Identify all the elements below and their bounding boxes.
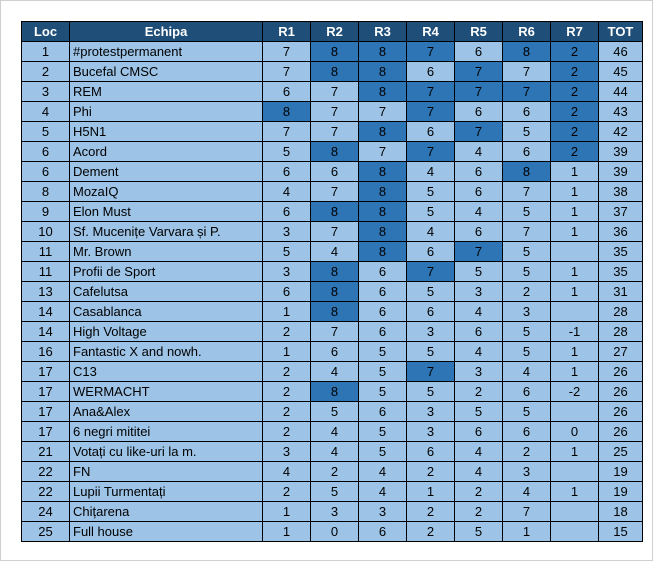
loc-cell: 8	[22, 182, 70, 202]
round-cell-r6: 3	[503, 302, 551, 322]
round-cell-r1: 7	[263, 42, 311, 62]
round-cell-r5: 7	[455, 82, 503, 102]
round-cell-r3: 5	[359, 442, 407, 462]
total-cell: 37	[599, 202, 643, 222]
team-cell: High Voltage	[70, 322, 263, 342]
round-cell-r4: 7	[407, 362, 455, 382]
team-cell: 6 negri mititei	[70, 422, 263, 442]
round-cell-r4: 2	[407, 522, 455, 542]
round-cell-r7: -2	[551, 382, 599, 402]
round-cell-r4: 5	[407, 382, 455, 402]
round-cell-r3: 8	[359, 62, 407, 82]
round-cell-r6: 5	[503, 322, 551, 342]
table-row	[22, 522, 643, 542]
round-cell-r5: 6	[455, 322, 503, 342]
round-cell-r1: 2	[263, 402, 311, 422]
team-cell: Mr. Brown	[70, 242, 263, 262]
round-cell-r3: 8	[359, 182, 407, 202]
round-cell-r4: 5	[407, 342, 455, 362]
round-cell-r6: 7	[503, 182, 551, 202]
round-cell-r4: 7	[407, 42, 455, 62]
header-tot: TOT	[599, 22, 643, 42]
header-r6: R6	[503, 22, 551, 42]
team-cell: #protestpermanent	[70, 42, 263, 62]
round-cell-r6: 6	[503, 142, 551, 162]
round-cell-r5: 6	[455, 222, 503, 242]
round-cell-r6: 8	[503, 162, 551, 182]
table-row	[22, 142, 643, 162]
round-cell-r6: 5	[503, 202, 551, 222]
loc-cell: 11	[22, 262, 70, 282]
round-cell-r3: 7	[359, 102, 407, 122]
table-row	[22, 102, 643, 122]
team-cell: Dement	[70, 162, 263, 182]
total-cell: 19	[599, 462, 643, 482]
round-cell-r2: 4	[311, 422, 359, 442]
round-cell-r1: 1	[263, 502, 311, 522]
round-cell-r1: 6	[263, 82, 311, 102]
round-cell-r1: 6	[263, 162, 311, 182]
loc-cell: 24	[22, 502, 70, 522]
team-cell: Profii de Sport	[70, 262, 263, 282]
round-cell-r5: 3	[455, 362, 503, 382]
total-cell: 26	[599, 402, 643, 422]
round-cell-r5: 3	[455, 282, 503, 302]
round-cell-r4: 7	[407, 262, 455, 282]
round-cell-r5: 4	[455, 342, 503, 362]
round-cell-r5: 6	[455, 182, 503, 202]
table-row	[22, 222, 643, 242]
total-cell: 39	[599, 142, 643, 162]
round-cell-r4: 3	[407, 402, 455, 422]
round-cell-r7	[551, 402, 599, 422]
round-cell-r3: 8	[359, 162, 407, 182]
round-cell-r5: 2	[455, 482, 503, 502]
round-cell-r7: 1	[551, 202, 599, 222]
round-cell-r3: 8	[359, 222, 407, 242]
round-cell-r2: 2	[311, 462, 359, 482]
loc-cell: 17	[22, 382, 70, 402]
round-cell-r2: 5	[311, 402, 359, 422]
round-cell-r3: 8	[359, 242, 407, 262]
round-cell-r1: 6	[263, 282, 311, 302]
round-cell-r6: 8	[503, 42, 551, 62]
table-row	[22, 262, 643, 282]
round-cell-r5: 5	[455, 522, 503, 542]
loc-cell: 6	[22, 162, 70, 182]
table-row	[22, 122, 643, 142]
round-cell-r1: 3	[263, 442, 311, 462]
total-cell: 26	[599, 382, 643, 402]
total-cell: 38	[599, 182, 643, 202]
round-cell-r6: 5	[503, 402, 551, 422]
round-cell-r6: 7	[503, 502, 551, 522]
round-cell-r7: 1	[551, 222, 599, 242]
total-cell: 35	[599, 242, 643, 262]
loc-cell: 5	[22, 122, 70, 142]
round-cell-r2: 8	[311, 42, 359, 62]
round-cell-r3: 3	[359, 502, 407, 522]
round-cell-r2: 8	[311, 262, 359, 282]
loc-cell: 17	[22, 362, 70, 382]
loc-cell: 4	[22, 102, 70, 122]
total-cell: 43	[599, 102, 643, 122]
table-row	[22, 162, 643, 182]
team-cell: Votați cu like-uri la m.	[70, 442, 263, 462]
round-cell-r2: 8	[311, 282, 359, 302]
header-row	[22, 22, 643, 42]
round-cell-r3: 5	[359, 422, 407, 442]
total-cell: 35	[599, 262, 643, 282]
total-cell: 36	[599, 222, 643, 242]
loc-cell: 11	[22, 242, 70, 262]
round-cell-r2: 7	[311, 122, 359, 142]
loc-cell: 10	[22, 222, 70, 242]
round-cell-r3: 7	[359, 142, 407, 162]
round-cell-r1: 4	[263, 182, 311, 202]
round-cell-r4: 6	[407, 62, 455, 82]
round-cell-r7: 1	[551, 262, 599, 282]
round-cell-r3: 8	[359, 122, 407, 142]
round-cell-r3: 4	[359, 462, 407, 482]
round-cell-r5: 2	[455, 382, 503, 402]
round-cell-r2: 6	[311, 162, 359, 182]
team-cell: WERMACHT	[70, 382, 263, 402]
round-cell-r4: 7	[407, 82, 455, 102]
round-cell-r1: 1	[263, 522, 311, 542]
round-cell-r3: 8	[359, 82, 407, 102]
round-cell-r4: 5	[407, 182, 455, 202]
round-cell-r4: 3	[407, 322, 455, 342]
team-cell: Fantastic X and nowh.	[70, 342, 263, 362]
total-cell: 46	[599, 42, 643, 62]
team-cell: Cafelutsa	[70, 282, 263, 302]
table-row	[22, 42, 643, 62]
table-row	[22, 442, 643, 462]
team-cell: Phi	[70, 102, 263, 122]
round-cell-r6: 3	[503, 462, 551, 482]
table-row	[22, 82, 643, 102]
round-cell-r4: 6	[407, 442, 455, 462]
round-cell-r6: 6	[503, 382, 551, 402]
loc-cell: 3	[22, 82, 70, 102]
round-cell-r1: 8	[263, 102, 311, 122]
round-cell-r4: 6	[407, 242, 455, 262]
round-cell-r3: 6	[359, 402, 407, 422]
round-cell-r1: 2	[263, 362, 311, 382]
table-row	[22, 242, 643, 262]
team-cell: Bucefal CMSC	[70, 62, 263, 82]
table-row	[22, 302, 643, 322]
team-cell: MozaIQ	[70, 182, 263, 202]
round-cell-r3: 5	[359, 342, 407, 362]
header-r3: R3	[359, 22, 407, 42]
total-cell: 27	[599, 342, 643, 362]
table-row	[22, 502, 643, 522]
round-cell-r6: 2	[503, 442, 551, 462]
round-cell-r4: 5	[407, 202, 455, 222]
loc-cell: 2	[22, 62, 70, 82]
round-cell-r2: 4	[311, 242, 359, 262]
loc-cell: 14	[22, 302, 70, 322]
round-cell-r4: 4	[407, 222, 455, 242]
round-cell-r2: 8	[311, 382, 359, 402]
total-cell: 28	[599, 302, 643, 322]
loc-cell: 17	[22, 422, 70, 442]
round-cell-r4: 1	[407, 482, 455, 502]
loc-cell: 16	[22, 342, 70, 362]
round-cell-r7	[551, 522, 599, 542]
loc-cell: 1	[22, 42, 70, 62]
round-cell-r1: 2	[263, 382, 311, 402]
round-cell-r6: 7	[503, 222, 551, 242]
total-cell: 25	[599, 442, 643, 462]
round-cell-r2: 6	[311, 342, 359, 362]
round-cell-r3: 8	[359, 42, 407, 62]
table-row	[22, 362, 643, 382]
table-row	[22, 482, 643, 502]
team-cell: Chițarena	[70, 502, 263, 522]
round-cell-r4: 6	[407, 122, 455, 142]
table-row	[22, 322, 643, 342]
total-cell: 26	[599, 362, 643, 382]
round-cell-r6: 5	[503, 242, 551, 262]
round-cell-r6: 2	[503, 282, 551, 302]
header-r4: R4	[407, 22, 455, 42]
round-cell-r7: 1	[551, 362, 599, 382]
round-cell-r3: 8	[359, 202, 407, 222]
round-cell-r1: 1	[263, 342, 311, 362]
header-echipa: Echipa	[70, 22, 263, 42]
round-cell-r3: 5	[359, 362, 407, 382]
team-cell: Ana&Alex	[70, 402, 263, 422]
loc-cell: 14	[22, 322, 70, 342]
table-row	[22, 62, 643, 82]
team-cell: Acord	[70, 142, 263, 162]
round-cell-r4: 6	[407, 302, 455, 322]
loc-cell: 6	[22, 142, 70, 162]
round-cell-r2: 7	[311, 322, 359, 342]
round-cell-r2: 7	[311, 182, 359, 202]
table-row	[22, 422, 643, 442]
round-cell-r6: 5	[503, 342, 551, 362]
round-cell-r1: 2	[263, 422, 311, 442]
round-cell-r7: 2	[551, 142, 599, 162]
round-cell-r7: 1	[551, 342, 599, 362]
header-loc: Loc	[22, 22, 70, 42]
round-cell-r1: 2	[263, 482, 311, 502]
total-cell: 19	[599, 482, 643, 502]
table-row	[22, 342, 643, 362]
round-cell-r6: 6	[503, 422, 551, 442]
round-cell-r1: 5	[263, 242, 311, 262]
team-cell: FN	[70, 462, 263, 482]
round-cell-r4: 2	[407, 502, 455, 522]
round-cell-r1: 7	[263, 62, 311, 82]
round-cell-r2: 7	[311, 102, 359, 122]
total-cell: 15	[599, 522, 643, 542]
table-row	[22, 182, 643, 202]
total-cell: 39	[599, 162, 643, 182]
round-cell-r5: 7	[455, 62, 503, 82]
table-row	[22, 282, 643, 302]
round-cell-r5: 5	[455, 262, 503, 282]
round-cell-r2: 8	[311, 202, 359, 222]
round-cell-r7: 2	[551, 42, 599, 62]
total-cell: 28	[599, 322, 643, 342]
round-cell-r6: 7	[503, 82, 551, 102]
total-cell: 45	[599, 62, 643, 82]
round-cell-r5: 4	[455, 462, 503, 482]
round-cell-r7: 1	[551, 282, 599, 302]
round-cell-r2: 8	[311, 62, 359, 82]
round-cell-r6: 5	[503, 262, 551, 282]
round-cell-r6: 4	[503, 482, 551, 502]
round-cell-r6: 1	[503, 522, 551, 542]
round-cell-r6: 4	[503, 362, 551, 382]
round-cell-r1: 3	[263, 262, 311, 282]
round-cell-r7	[551, 302, 599, 322]
round-cell-r5: 4	[455, 202, 503, 222]
loc-cell: 17	[22, 402, 70, 422]
round-cell-r1: 3	[263, 222, 311, 242]
total-cell: 42	[599, 122, 643, 142]
round-cell-r4: 2	[407, 462, 455, 482]
round-cell-r7: 2	[551, 62, 599, 82]
round-cell-r2: 7	[311, 82, 359, 102]
round-cell-r7: 2	[551, 82, 599, 102]
round-cell-r2: 4	[311, 442, 359, 462]
loc-cell: 22	[22, 482, 70, 502]
round-cell-r3: 6	[359, 522, 407, 542]
table-row	[22, 402, 643, 422]
round-cell-r2: 4	[311, 362, 359, 382]
loc-cell: 25	[22, 522, 70, 542]
table-row	[22, 382, 643, 402]
table-row	[22, 202, 643, 222]
loc-cell: 21	[22, 442, 70, 462]
round-cell-r6: 5	[503, 122, 551, 142]
round-cell-r7	[551, 242, 599, 262]
round-cell-r5: 7	[455, 242, 503, 262]
loc-cell: 9	[22, 202, 70, 222]
round-cell-r5: 4	[455, 302, 503, 322]
team-cell: Elon Must	[70, 202, 263, 222]
round-cell-r1: 5	[263, 142, 311, 162]
round-cell-r5: 6	[455, 422, 503, 442]
round-cell-r4: 7	[407, 142, 455, 162]
round-cell-r7: 2	[551, 102, 599, 122]
round-cell-r7: 1	[551, 162, 599, 182]
round-cell-r7	[551, 502, 599, 522]
total-cell: 18	[599, 502, 643, 522]
table-body	[22, 42, 643, 542]
round-cell-r3: 6	[359, 262, 407, 282]
standings-table	[21, 21, 643, 542]
round-cell-r5: 2	[455, 502, 503, 522]
round-cell-r2: 8	[311, 142, 359, 162]
table-row	[22, 462, 643, 482]
header-r2: R2	[311, 22, 359, 42]
round-cell-r7: 1	[551, 482, 599, 502]
team-cell: Full house	[70, 522, 263, 542]
round-cell-r3: 6	[359, 322, 407, 342]
loc-cell: 13	[22, 282, 70, 302]
round-cell-r1: 6	[263, 202, 311, 222]
table-header	[22, 22, 643, 42]
round-cell-r7: 0	[551, 422, 599, 442]
team-cell: H5N1	[70, 122, 263, 142]
total-cell: 44	[599, 82, 643, 102]
round-cell-r4: 3	[407, 422, 455, 442]
round-cell-r2: 0	[311, 522, 359, 542]
team-cell: Lupii Turmentați	[70, 482, 263, 502]
round-cell-r6: 6	[503, 102, 551, 122]
round-cell-r3: 6	[359, 282, 407, 302]
round-cell-r7: 2	[551, 122, 599, 142]
round-cell-r1: 7	[263, 122, 311, 142]
round-cell-r3: 5	[359, 382, 407, 402]
round-cell-r1: 4	[263, 462, 311, 482]
round-cell-r3: 4	[359, 482, 407, 502]
round-cell-r4: 5	[407, 282, 455, 302]
round-cell-r3: 6	[359, 302, 407, 322]
round-cell-r4: 7	[407, 102, 455, 122]
round-cell-r5: 4	[455, 442, 503, 462]
round-cell-r5: 6	[455, 102, 503, 122]
round-cell-r5: 6	[455, 42, 503, 62]
round-cell-r7	[551, 462, 599, 482]
team-cell: Sf. Mucenițe Varvara și P.	[70, 222, 263, 242]
round-cell-r2: 8	[311, 302, 359, 322]
total-cell: 26	[599, 422, 643, 442]
round-cell-r2: 3	[311, 502, 359, 522]
total-cell: 31	[599, 282, 643, 302]
round-cell-r7: 1	[551, 442, 599, 462]
header-r1: R1	[263, 22, 311, 42]
header-r7: R7	[551, 22, 599, 42]
team-cell: Casablanca	[70, 302, 263, 322]
round-cell-r4: 4	[407, 162, 455, 182]
round-cell-r2: 7	[311, 222, 359, 242]
round-cell-r1: 1	[263, 302, 311, 322]
round-cell-r6: 7	[503, 62, 551, 82]
team-cell: C13	[70, 362, 263, 382]
round-cell-r5: 5	[455, 402, 503, 422]
round-cell-r2: 5	[311, 482, 359, 502]
round-cell-r5: 6	[455, 162, 503, 182]
loc-cell: 22	[22, 462, 70, 482]
round-cell-r5: 4	[455, 142, 503, 162]
team-cell: REM	[70, 82, 263, 102]
header-r5: R5	[455, 22, 503, 42]
round-cell-r7: 1	[551, 182, 599, 202]
round-cell-r7: -1	[551, 322, 599, 342]
round-cell-r1: 2	[263, 322, 311, 342]
round-cell-r5: 7	[455, 122, 503, 142]
